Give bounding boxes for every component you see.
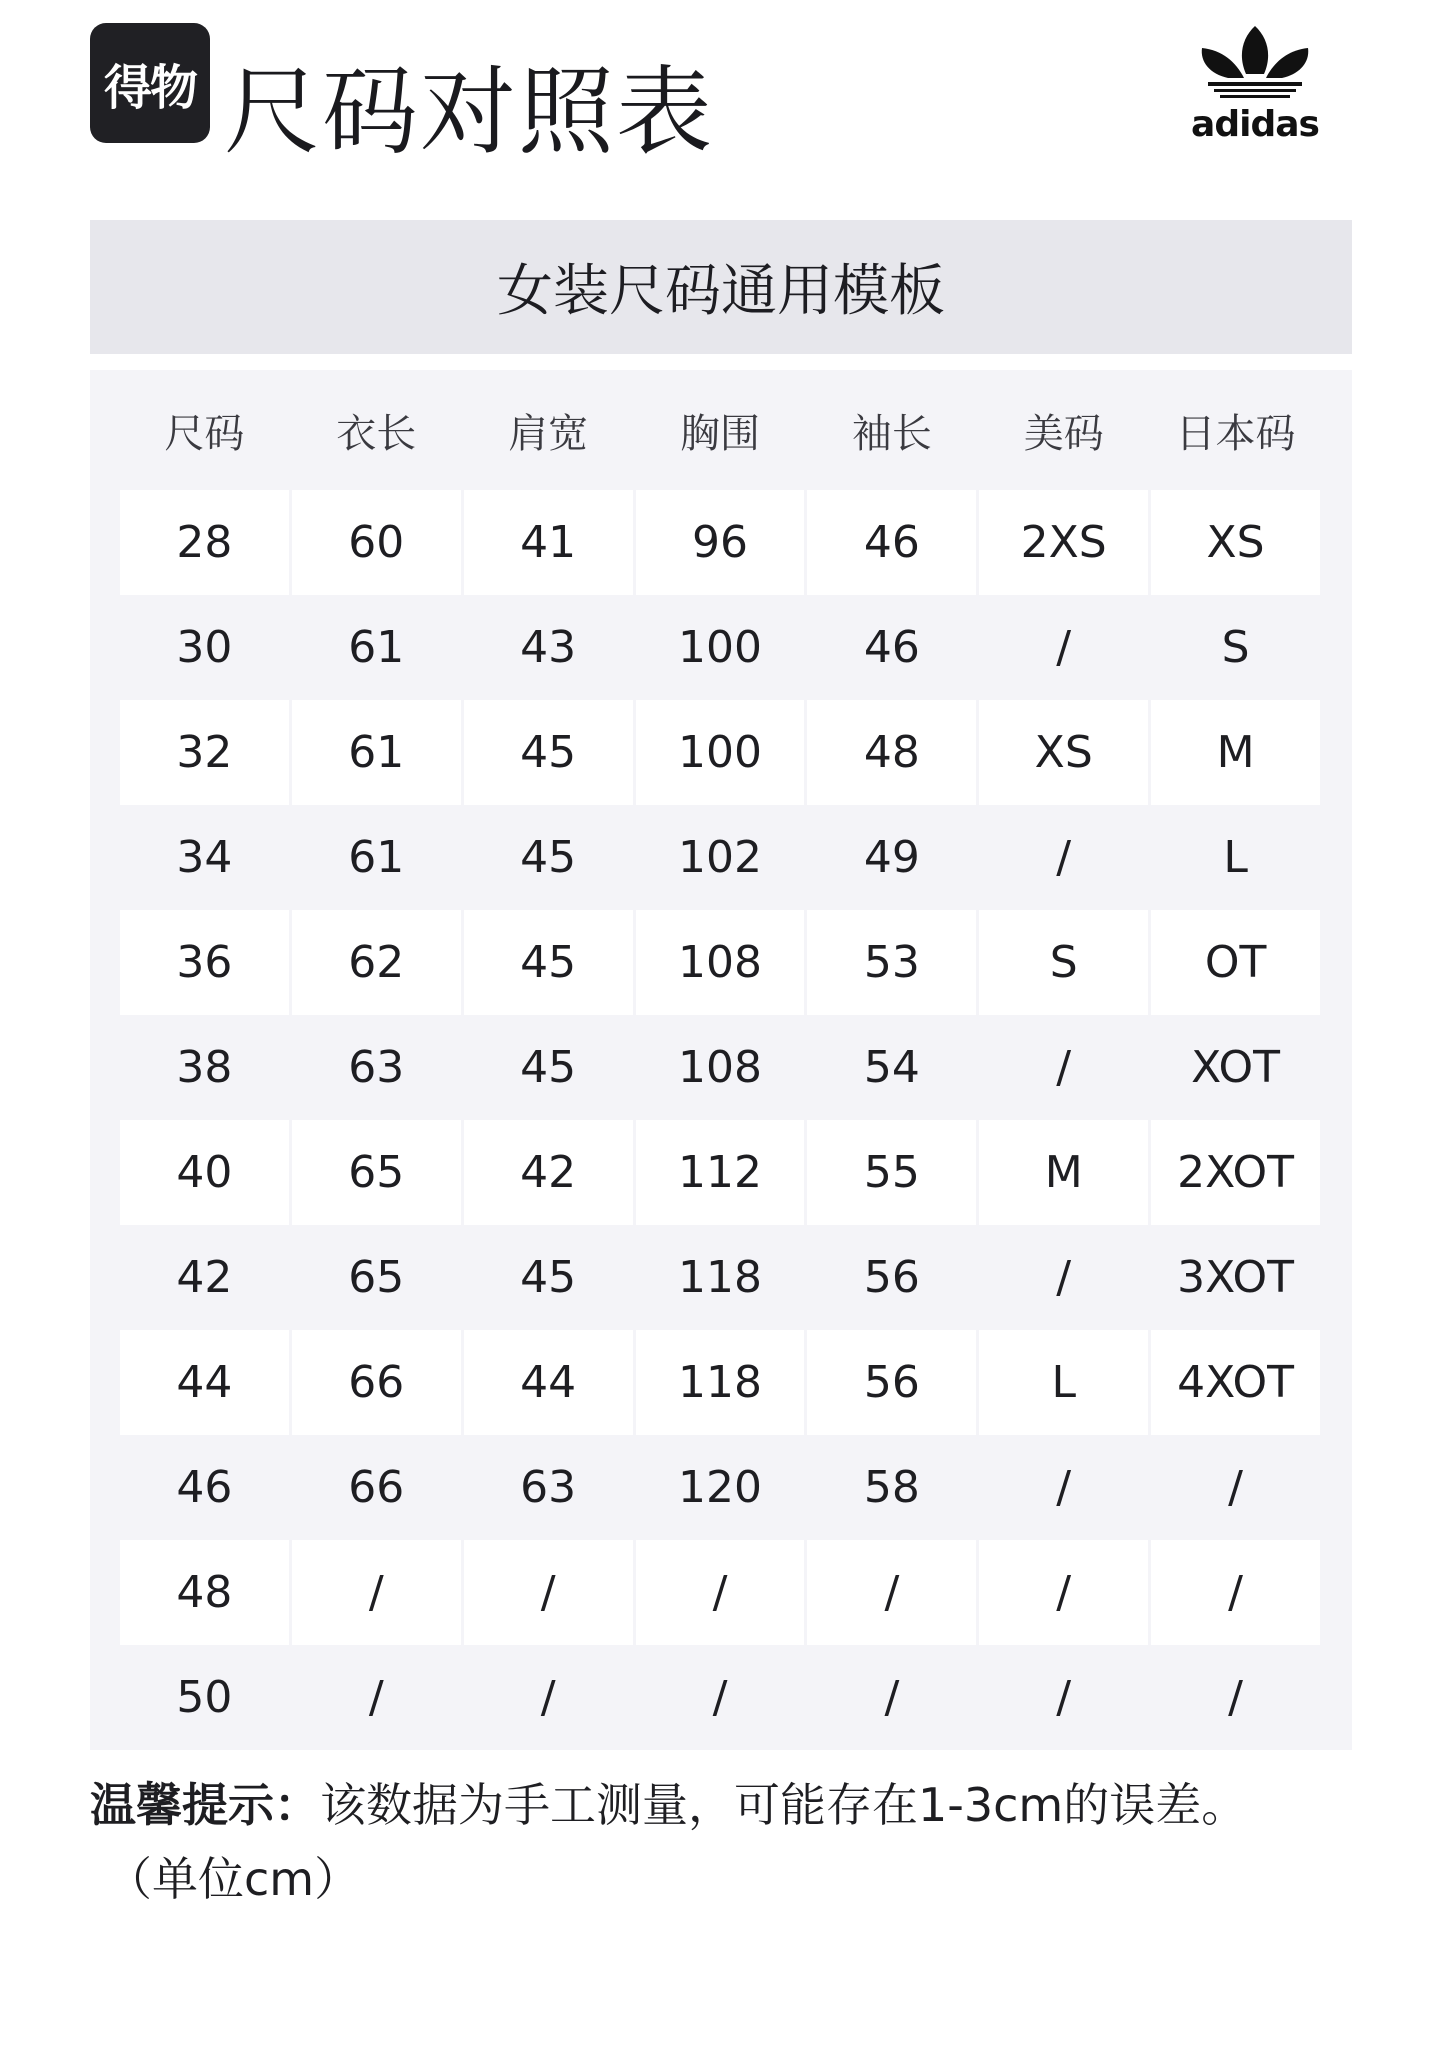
table-cell: 3XOT bbox=[1151, 1225, 1320, 1330]
table-cell: L bbox=[1151, 805, 1320, 910]
table-cell: 50 bbox=[120, 1645, 289, 1750]
table-cell: 102 bbox=[636, 805, 805, 910]
table-cell: / bbox=[1151, 1540, 1320, 1645]
table-cell: 61 bbox=[292, 805, 461, 910]
table-cell: 49 bbox=[807, 805, 976, 910]
table-cell: 46 bbox=[807, 490, 976, 595]
table-cell: 120 bbox=[636, 1435, 805, 1540]
table-cell: / bbox=[464, 1540, 633, 1645]
table-cell: 2XOT bbox=[1151, 1120, 1320, 1225]
table-cell: / bbox=[979, 1645, 1148, 1750]
table-cell: / bbox=[292, 1540, 461, 1645]
table-cell: 45 bbox=[464, 700, 633, 805]
table-cell: / bbox=[979, 1015, 1148, 1120]
table-cell: 54 bbox=[807, 1015, 976, 1120]
dewu-logo bbox=[90, 23, 210, 143]
table-title: 女装尺码通用模板 bbox=[497, 259, 945, 324]
table-cell: 34 bbox=[120, 805, 289, 910]
column-header: 美码 bbox=[1023, 410, 1104, 457]
table-cell: 56 bbox=[807, 1225, 976, 1330]
table-cell: OT bbox=[1151, 910, 1320, 1015]
size-table bbox=[120, 370, 1320, 1750]
table-cell: 44 bbox=[120, 1330, 289, 1435]
table-cell: 38 bbox=[120, 1015, 289, 1120]
table-cell: / bbox=[1151, 1645, 1320, 1750]
note-unit: （单位cm） bbox=[106, 1852, 361, 1906]
column-header: 胸围 bbox=[679, 410, 760, 457]
table-cell: / bbox=[979, 805, 1148, 910]
table-cell: 100 bbox=[636, 595, 805, 700]
page-title: 尺码对照表 bbox=[224, 56, 714, 168]
table-cell: / bbox=[979, 595, 1148, 700]
table-cell: S bbox=[979, 910, 1148, 1015]
table-cell: 112 bbox=[636, 1120, 805, 1225]
table-cell: 30 bbox=[120, 595, 289, 700]
table-cell: 40 bbox=[120, 1120, 289, 1225]
table-cell: 45 bbox=[464, 805, 633, 910]
table-cell: 45 bbox=[464, 1015, 633, 1120]
table-cell: / bbox=[636, 1540, 805, 1645]
table-cell: 53 bbox=[807, 910, 976, 1015]
table-cell: 32 bbox=[120, 700, 289, 805]
table-cell: 66 bbox=[292, 1330, 461, 1435]
table-cell: 61 bbox=[292, 595, 461, 700]
table-cell: 4XOT bbox=[1151, 1330, 1320, 1435]
table-cell: / bbox=[1151, 1435, 1320, 1540]
table-cell: M bbox=[1151, 700, 1320, 805]
table-cell: 48 bbox=[120, 1540, 289, 1645]
note-text: 该数据为手工测量，可能存在1-3cm的误差。 bbox=[320, 1778, 1248, 1832]
table-cell: 108 bbox=[636, 910, 805, 1015]
table-cell: 46 bbox=[807, 595, 976, 700]
table-cell: / bbox=[979, 1225, 1148, 1330]
table-title-banner bbox=[90, 220, 1352, 354]
adidas-logo bbox=[1190, 22, 1320, 145]
table-cell: XS bbox=[1151, 490, 1320, 595]
table-cell: 46 bbox=[120, 1435, 289, 1540]
table-cell: 66 bbox=[292, 1435, 461, 1540]
table-cell: 108 bbox=[636, 1015, 805, 1120]
table-cell: / bbox=[979, 1435, 1148, 1540]
table-cell: M bbox=[979, 1120, 1148, 1225]
table-cell: 42 bbox=[464, 1120, 633, 1225]
table-cell: XS bbox=[979, 700, 1148, 805]
table-cell: 48 bbox=[807, 700, 976, 805]
table-cell: 44 bbox=[464, 1330, 633, 1435]
table-cell: 2XS bbox=[979, 490, 1148, 595]
table-cell: S bbox=[1151, 595, 1320, 700]
table-cell: / bbox=[807, 1645, 976, 1750]
table-cell: 43 bbox=[464, 595, 633, 700]
table-cell: / bbox=[292, 1645, 461, 1750]
column-header: 日本码 bbox=[1175, 410, 1296, 457]
table-cell: XOT bbox=[1151, 1015, 1320, 1120]
table-cell: 28 bbox=[120, 490, 289, 595]
table-cell: 61 bbox=[292, 700, 461, 805]
table-cell: / bbox=[979, 1540, 1148, 1645]
table-cell: / bbox=[464, 1645, 633, 1750]
column-header: 肩宽 bbox=[508, 410, 589, 457]
table-cell: 63 bbox=[292, 1015, 461, 1120]
table-cell: 41 bbox=[464, 490, 633, 595]
table-cell: 42 bbox=[120, 1225, 289, 1330]
size-table-panel bbox=[90, 370, 1352, 1750]
page-header bbox=[0, 0, 1440, 200]
table-cell: 63 bbox=[464, 1435, 633, 1540]
column-header: 尺码 bbox=[164, 410, 245, 457]
dewu-logo-text: 得物 bbox=[103, 59, 196, 116]
table-cell: 55 bbox=[807, 1120, 976, 1225]
table-cell: L bbox=[979, 1330, 1148, 1435]
adidas-trefoil-icon bbox=[1190, 22, 1320, 102]
table-cell: 56 bbox=[807, 1330, 976, 1435]
table-cell: / bbox=[636, 1645, 805, 1750]
table-cell: 118 bbox=[636, 1225, 805, 1330]
note-label: 温馨提示： bbox=[90, 1778, 320, 1832]
table-cell: 45 bbox=[464, 1225, 633, 1330]
measurement-note bbox=[90, 1768, 1390, 1916]
column-header: 衣长 bbox=[336, 410, 417, 457]
column-header: 袖长 bbox=[851, 410, 932, 457]
table-cell: 100 bbox=[636, 700, 805, 805]
table-cell: 96 bbox=[636, 490, 805, 595]
table-cell: 118 bbox=[636, 1330, 805, 1435]
table-cell: 58 bbox=[807, 1435, 976, 1540]
table-cell: 65 bbox=[292, 1225, 461, 1330]
table-cell: 45 bbox=[464, 910, 633, 1015]
table-cell: 60 bbox=[292, 490, 461, 595]
table-cell: 62 bbox=[292, 910, 461, 1015]
adidas-wordmark: adidas bbox=[1191, 104, 1319, 145]
table-cell: / bbox=[807, 1540, 976, 1645]
table-cell: 36 bbox=[120, 910, 289, 1015]
table-cell: 65 bbox=[292, 1120, 461, 1225]
